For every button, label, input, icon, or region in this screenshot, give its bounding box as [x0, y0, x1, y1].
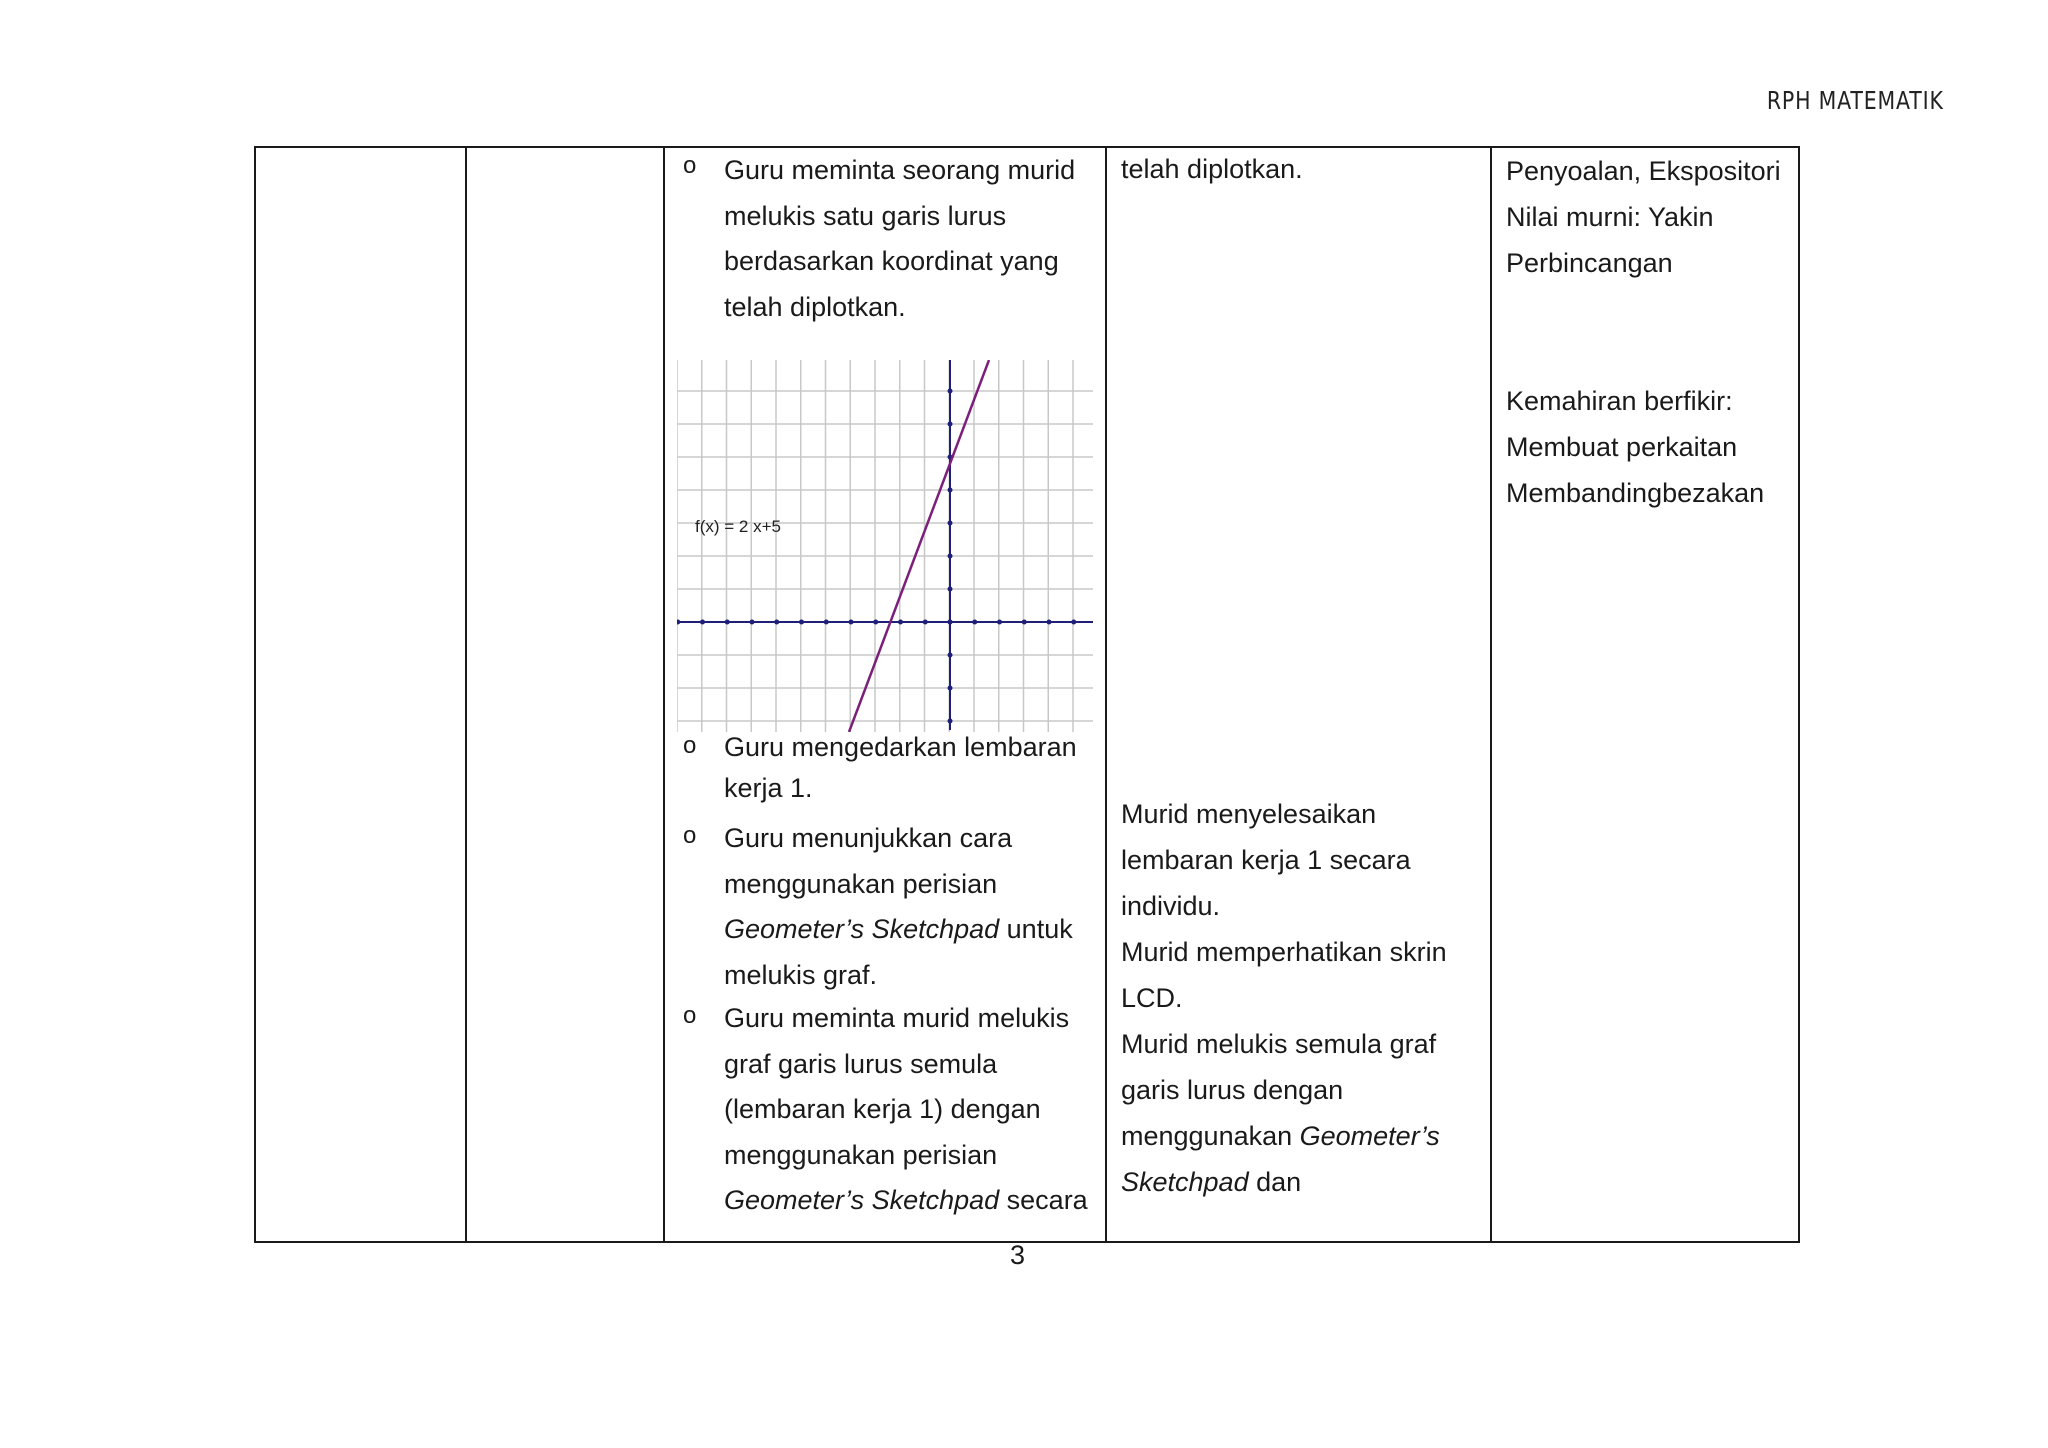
function-line [849, 360, 989, 732]
table-row [255, 147, 1799, 1242]
notes-top: Penyoalan, Ekspositori Nilai murni: Yakin Perbincangan [1506, 156, 1781, 278]
student-activity-top: telah diplotkan. [1121, 154, 1303, 184]
x-tick [1071, 620, 1076, 625]
bullet-item-2: Guru mengedarkan lembaran kerja 1. [724, 732, 1077, 803]
line-graph [677, 360, 1093, 732]
bullet-marker: o [683, 822, 697, 849]
x-tick [1047, 620, 1052, 625]
page-number: 3 [1010, 1240, 1026, 1270]
y-tick [948, 422, 953, 427]
x-tick [923, 620, 928, 625]
x-tick [1022, 620, 1027, 625]
x-tick [700, 620, 705, 625]
x-tick [849, 620, 854, 625]
table-cell-empty-1 [255, 147, 466, 1242]
y-tick [948, 620, 953, 625]
y-tick [948, 653, 953, 658]
x-tick [972, 620, 977, 625]
x-tick [750, 620, 755, 625]
x-tick [997, 620, 1002, 625]
x-tick [725, 620, 730, 625]
x-tick [898, 620, 903, 625]
x-tick [799, 620, 804, 625]
bullet-marker: o [683, 732, 697, 759]
bullet-marker: o [683, 152, 697, 179]
y-tick [948, 587, 953, 592]
graph-svg [677, 360, 1093, 732]
x-tick [873, 620, 878, 625]
x-tick [774, 620, 779, 625]
document-header: RPH MATEMATIK [1767, 86, 1944, 115]
y-tick [948, 389, 953, 394]
y-tick [948, 554, 953, 559]
student-activity-cell [1106, 147, 1491, 1242]
table-cell-empty-2 [466, 147, 664, 1242]
lesson-plan-table [254, 146, 1800, 1243]
bullet-marker: o [683, 1002, 697, 1029]
function-label: f(x) = 2 x+5 [695, 517, 781, 536]
notes-bottom: Kemahiran berfikir: Membuat perkaitan Membandingbezakan [1506, 386, 1765, 508]
x-tick [677, 620, 680, 625]
bullet-item-1: Guru meminta seorang murid melukis satu garis lurus berdasarkan koordinat yang telah diplotkan. [724, 155, 1076, 322]
y-tick [948, 719, 953, 724]
y-tick [948, 488, 953, 493]
teacher-activity-cell [664, 147, 1106, 1242]
student-activity-text: Murid menyelesaikan lembaran kerja 1 secara individu. Murid memperhatikan skrin LCD. Murid melukis semula graf garis lurus dengan menggunakan Geometer’s Sketchpad dan [1121, 799, 1447, 1197]
bullet-item-4: Guru meminta murid melukis graf garis lurus semula (lembaran kerja 1) dengan menggunakan perisian Geometer’s Sketchpad secara [724, 1003, 1088, 1215]
x-tick [824, 620, 829, 625]
y-tick [948, 686, 953, 691]
y-tick [948, 521, 953, 526]
graph-grid [677, 360, 1093, 732]
notes-cell [1491, 147, 1799, 1242]
bullet-item-3: Guru menunjukkan cara menggunakan perisian Geometer’s Sketchpad untuk melukis graf. [724, 823, 1073, 990]
